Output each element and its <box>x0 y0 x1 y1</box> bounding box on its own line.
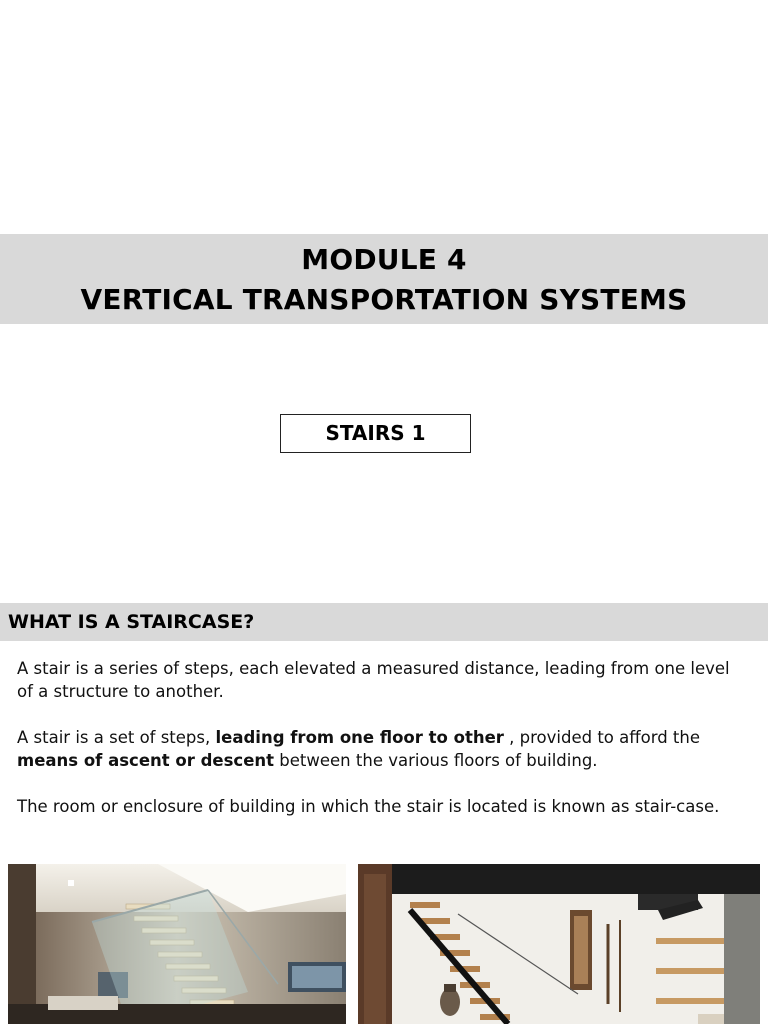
module-subtitle: VERTICAL TRANSPORTATION SYSTEMS <box>80 283 688 316</box>
definition-paragraph-3: The room or enclosure of building in which the stair is located is known as stair-case. <box>17 797 720 816</box>
topic-box: STAIRS 1 <box>280 414 471 453</box>
p2-text-2: , provided to afford the <box>503 728 700 747</box>
definition-paragraph-1: A stair is a series of steps, each elevated a measured distance, leading from one level of a structure to another. <box>17 659 730 701</box>
module-title: MODULE 4 <box>301 243 467 276</box>
definition-paragraph-2 <box>17 726 747 772</box>
staircase-photo-right <box>358 864 760 1024</box>
p2-bold-2: means of ascent or descent <box>17 751 275 770</box>
p2-text-1: A stair is a set of steps, <box>17 728 216 747</box>
wooden-staircase-illustration <box>358 864 760 1024</box>
section-heading: WHAT IS A STAIRCASE? <box>8 611 255 633</box>
staircase-photo-left <box>8 864 346 1024</box>
p2-text-3: between the various floors of building. <box>274 751 598 770</box>
title-band <box>0 234 768 324</box>
glass-staircase-illustration <box>8 864 346 1024</box>
section-header <box>0 603 768 641</box>
p2-bold-1: leading from one floor to other <box>215 728 504 747</box>
